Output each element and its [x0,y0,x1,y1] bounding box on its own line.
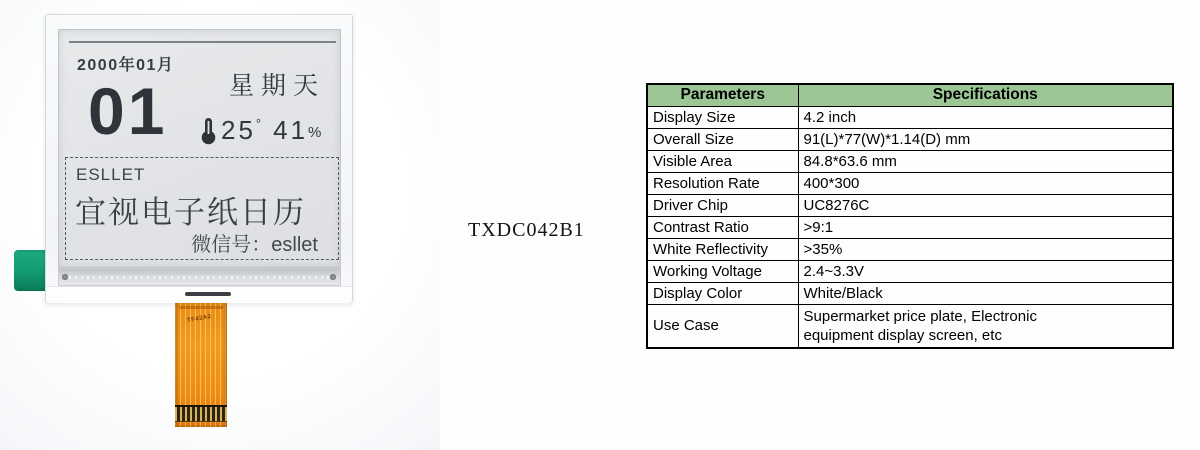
param-cell: White Reflectivity [647,238,798,260]
spec-cell: 400*300 [798,172,1173,194]
spec-cell: >35% [798,238,1173,260]
bottom-bezel [46,286,352,303]
epaper-module [45,14,353,303]
epaper-screen [58,29,341,268]
cable-contact-pins [175,405,227,422]
spec-cell: >9:1 [798,216,1173,238]
table-row [647,194,1173,216]
parameters-header: Parameters [647,84,798,106]
spec-cell: 2.4~3.3V [798,260,1173,282]
param-cell: Resolution Rate [647,172,798,194]
screw-dot-right [330,274,336,280]
table-row [647,172,1173,194]
screw-dot-left [62,274,68,280]
spec-cell: Supermarket price plate, Electronic equipment display screen, etc [798,304,1173,348]
percent-symbol: % [308,124,322,141]
brand-text: ESLLET [76,165,146,184]
temperature-value: 25 [221,115,256,145]
cable-fold-line [179,306,223,309]
table-row [647,238,1173,260]
table-row [647,150,1173,172]
specifications-header: Specifications [798,84,1173,106]
wechat-text: 微信号：esllet [191,234,318,256]
cable-label: TF42A2 [186,313,213,325]
param-cell: Working Voltage [647,260,798,282]
param-cell: Overall Size [647,128,798,150]
spec-cell: White/Black [798,282,1173,304]
spec-table-body [647,106,1173,348]
spec-cell: UC8276C [798,194,1173,216]
day-number: 01 [88,74,168,148]
table-row [647,106,1173,128]
flex-cable [175,300,227,427]
humidity-value: 41 [273,115,309,145]
param-cell: Driver Chip [647,194,798,216]
model-number: TXDC042B1 [468,219,585,241]
param-cell: Display Color [647,282,798,304]
degree-symbol: ° [255,116,262,131]
spec-cell: 91(L)*77(W)*1.14(D) mm [798,128,1173,150]
weekday-text: 星期天 [229,73,326,100]
spec-cell: 84.8*63.6 mm [798,150,1173,172]
table-header-row [647,84,1173,106]
date-text: 2000年01月 [77,57,175,74]
param-cell: Contrast Ratio [647,216,798,238]
driver-strip [58,268,341,286]
spec-cell: 4.2 inch [798,106,1173,128]
table-row [647,128,1173,150]
screen-divider-line [69,41,336,43]
contact-dots [69,276,330,279]
param-cell: Visible Area [647,150,798,172]
table-row [647,282,1173,304]
table-row [647,304,1173,348]
param-cell: Use Case [647,304,798,348]
spec-table [646,83,1174,349]
climate-row [199,115,321,146]
product-name-text: 宜视电子纸日历 [75,195,306,230]
param-cell: Display Size [647,106,798,128]
bezel-notch [185,292,231,296]
thermometer-icon [199,117,218,145]
table-row [647,260,1173,282]
branding-box [65,157,339,260]
table-row [647,216,1173,238]
product-photo [0,0,440,450]
